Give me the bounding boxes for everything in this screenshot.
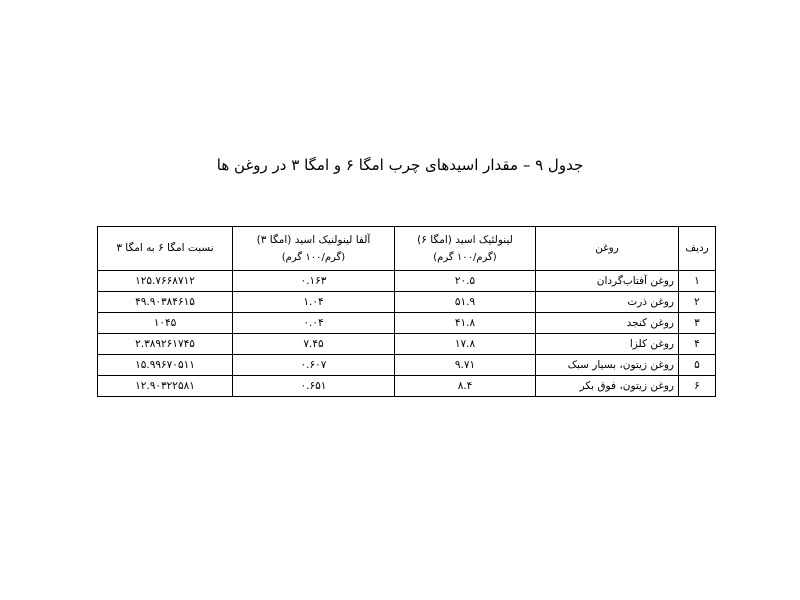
table-body [98, 271, 716, 397]
table-row [98, 355, 716, 376]
header-oil: روغن [536, 227, 679, 271]
header-omega3-unit: (گرم/۱۰۰ گرم) [281, 251, 346, 263]
cell-ratio: ۱۰۴۵ [98, 313, 233, 334]
omega-fatty-acids-table [97, 226, 716, 397]
table-row [98, 271, 716, 292]
table-header [98, 227, 716, 271]
header-omega3 [233, 227, 395, 271]
header-omega3-title: آلفا لینولنیک اسید (امگا ۳) [256, 233, 371, 246]
table-row [98, 292, 716, 313]
cell-omega6: ۱۷.۸ [395, 334, 536, 355]
cell-row-number: ۵ [679, 355, 716, 376]
table-row [98, 376, 716, 397]
cell-omega3: ۰.۶۵۱ [233, 376, 395, 397]
cell-oil: روغن کلزا [536, 334, 679, 355]
cell-row-number: ۱ [679, 271, 716, 292]
cell-row-number: ۲ [679, 292, 716, 313]
cell-row-number: ۴ [679, 334, 716, 355]
cell-omega3: ۰.۰۴ [233, 313, 395, 334]
cell-omega3: ۱.۰۴ [233, 292, 395, 313]
table-caption: جدول ۹ – مقدار اسیدهای چرب امگا ۶ و امگا ۳ در روغن ها [216, 156, 584, 174]
cell-ratio: ۲.۳۸۹۲۶۱۷۴۵ [98, 334, 233, 355]
table-row [98, 334, 716, 355]
cell-oil: روغن آفتاب‌گردان [536, 271, 679, 292]
header-omega6-unit: (گرم/۱۰۰ گرم) [433, 251, 497, 263]
cell-oil: روغن کنجد [536, 313, 679, 334]
cell-row-number: ۳ [679, 313, 716, 334]
cell-ratio: ۱۵.۹۹۶۷۰۵۱۱ [98, 355, 233, 376]
cell-omega6: ۴۱.۸ [395, 313, 536, 334]
cell-oil: روغن ذرت [536, 292, 679, 313]
cell-oil: روغن زیتون، فوق بکر [536, 376, 679, 397]
cell-omega3: ۰.۱۶۳ [233, 271, 395, 292]
header-omega6-title: لینولئیک اسید (امگا ۶) [417, 233, 513, 246]
header-omega6 [395, 227, 536, 271]
cell-omega6: ۸.۴ [395, 376, 536, 397]
header-row-number: ردیف [679, 227, 716, 271]
header-row [98, 227, 716, 271]
cell-omega6: ۹.۷۱ [395, 355, 536, 376]
table-row [98, 313, 716, 334]
cell-row-number: ۶ [679, 376, 716, 397]
cell-omega6: ۲۰.۵ [395, 271, 536, 292]
cell-oil: روغن زیتون، بسیار سبک [536, 355, 679, 376]
cell-ratio: ۴۹.۹۰۳۸۴۶۱۵ [98, 292, 233, 313]
cell-omega3: ۷.۴۵ [233, 334, 395, 355]
cell-omega6: ۵۱.۹ [395, 292, 536, 313]
cell-omega3: ۰.۶۰۷ [233, 355, 395, 376]
header-ratio: نسبت امگا ۶ به امگا ۳ [98, 227, 233, 271]
cell-ratio: ۱۲۵.۷۶۶۸۷۱۲ [98, 271, 233, 292]
cell-ratio: ۱۲.۹۰۳۲۲۵۸۱ [98, 376, 233, 397]
